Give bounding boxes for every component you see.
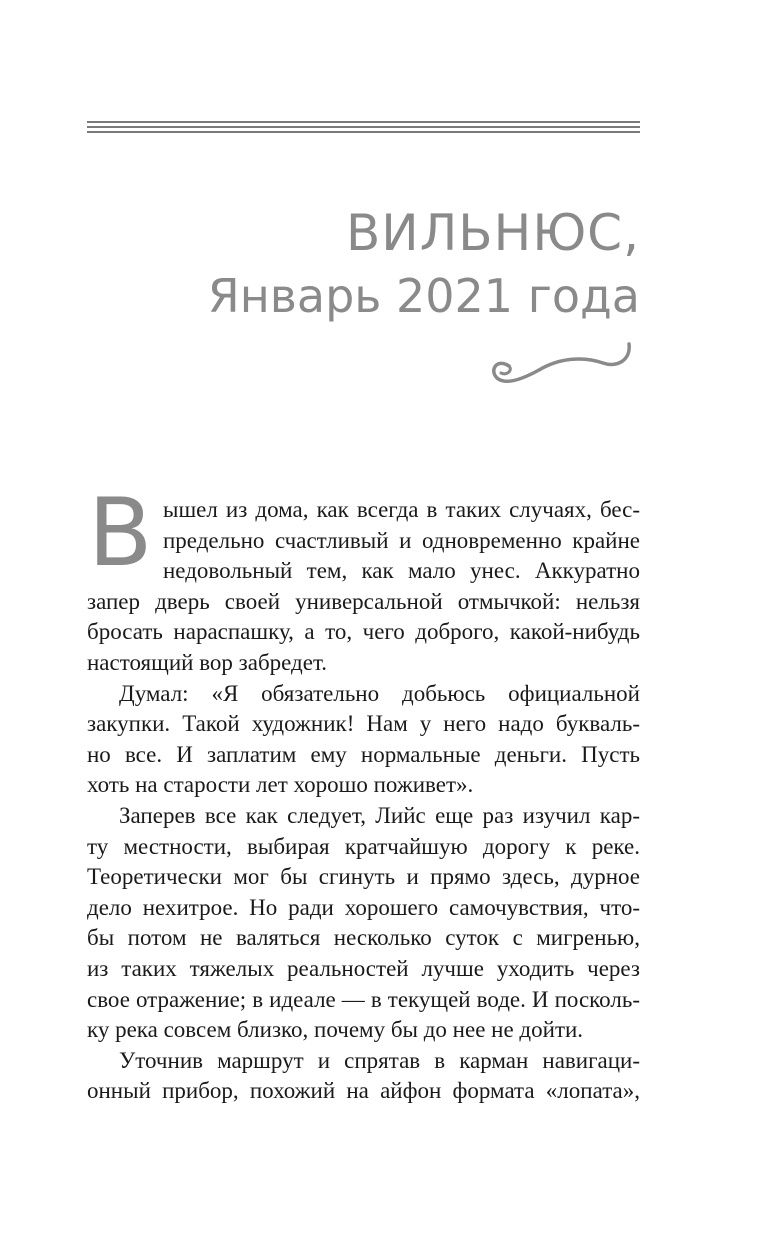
header-rule-line — [87, 121, 640, 123]
drop-cap-letter: В — [88, 479, 153, 588]
text-line: хоть на старости лет хорошо поживет». — [87, 772, 474, 798]
chapter-heading — [208, 200, 640, 326]
text-line: Уточнив маршрут и спрятав в карман навигаци- — [119, 1047, 640, 1073]
text-line: Заперев все как следует, Лийс еще раз изучил кар- — [119, 802, 640, 828]
header-rules — [87, 121, 640, 136]
text-line: ышел из дома, как всегда в таких случаях, бес- — [163, 497, 640, 522]
text-line: свое отражение; в идеале — в текущей воде. И посколь- — [87, 986, 640, 1012]
text-line: ку река совсем близко, почему бы до нее не дойти. — [87, 1017, 584, 1043]
text-line: ту местности, выбирая кратчайшую дорогу к реке. — [87, 833, 640, 859]
text-line: из таких тяжелых реальностей лучше уходить через — [87, 955, 640, 981]
text-line: онный прибор, похожий на айфон формата «лопата», — [87, 1078, 640, 1104]
swirl-ornament-icon — [487, 336, 639, 392]
text-line: закупки. Такой художник! Нам у него надо букваль- — [87, 711, 640, 737]
text-line: настоящий вор забредет. — [87, 649, 328, 675]
text-line: но все. И заплатим ему нормальные деньги. Пусть — [87, 741, 640, 767]
header-rule-line — [87, 131, 640, 133]
chapter-title-date: Январь 2021 года — [207, 269, 640, 323]
chapter-title-city: ВИЛЬНЮС, — [346, 204, 640, 262]
text-line: предельно счастливый и одновременно крайне — [163, 527, 640, 553]
header-rule-line — [87, 126, 640, 128]
text-line: бы потом не валяться несколько суток с мигренью, — [87, 925, 640, 951]
text-line: Думал: «Я обязательно добьюсь официальной — [119, 680, 640, 706]
body-text — [87, 495, 640, 1107]
text-line: запер дверь своей универсальной отмычкой: нельзя — [87, 588, 640, 614]
text-line: недовольный тем, как мало унес. Аккуратно — [163, 558, 640, 584]
text-line: бросать нараспашку, а то, чего доброго, какой-нибудь — [87, 619, 640, 645]
text-line: дело нехитрое. Но ради хорошего самочувствия, что- — [87, 894, 640, 920]
text-line: Теоретически мог бы сгинуть и прямо здесь, дурное — [87, 864, 640, 890]
